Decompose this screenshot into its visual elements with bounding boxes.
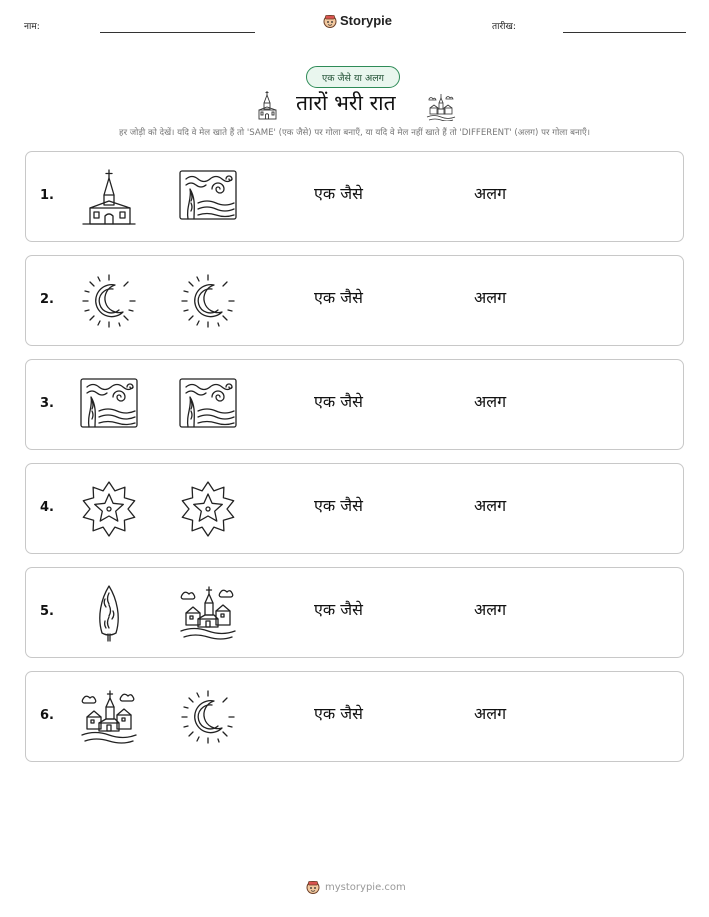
question-row-1 [25, 151, 684, 242]
same-option[interactable]: एक जैसे [314, 496, 363, 515]
cypress-tree-icon [79, 583, 139, 643]
same-option[interactable]: एक जैसे [314, 184, 363, 203]
star-burst-icon [178, 479, 238, 539]
starry-night-icon [79, 375, 139, 435]
name-line[interactable] [100, 32, 255, 33]
question-number: 5. [40, 604, 54, 619]
same-option[interactable]: एक जैसे [314, 288, 363, 307]
brand-name: Storypie [340, 13, 393, 28]
starry-night-icon [178, 375, 238, 435]
different-option[interactable]: अलग [474, 288, 507, 307]
same-option[interactable]: एक जैसे [314, 392, 363, 411]
starry-night-icon [178, 167, 238, 227]
question-row-2 [25, 255, 684, 346]
brand-logo [323, 13, 392, 28]
same-option[interactable]: एक जैसे [314, 704, 363, 723]
different-option[interactable]: अलग [474, 704, 507, 723]
page-title: तारों भरी रात [296, 91, 396, 115]
village-icon [426, 93, 456, 121]
village-icon [178, 583, 238, 643]
question-number: 6. [40, 708, 54, 723]
village-icon [79, 687, 139, 747]
question-number: 1. [40, 188, 54, 203]
question-row-4 [25, 463, 684, 554]
different-option[interactable]: अलग [474, 496, 507, 515]
footer [306, 880, 406, 894]
name-label: नाम: [24, 22, 40, 32]
different-option[interactable]: अलग [474, 184, 507, 203]
instructions-text: हर जोड़ी को देखें। यदि वे मेल खाते हैं तो 'SAME' (एक जैसे) पर गोला बनाएँ, या यदि वे मेल नहीं खाते हैं तो 'DIFFERENT' (अलग) पर गोला बनाएँ। [119, 128, 590, 138]
different-option[interactable]: अलग [474, 392, 507, 411]
question-number: 4. [40, 500, 54, 515]
star-burst-icon [79, 479, 139, 539]
crescent-moon-icon [79, 271, 139, 331]
crescent-moon-icon [178, 271, 238, 331]
question-number: 3. [40, 396, 54, 411]
church-icon [79, 167, 139, 227]
storypie-mascot-icon [323, 14, 337, 28]
question-number: 2. [40, 292, 54, 307]
different-option[interactable]: अलग [474, 600, 507, 619]
crescent-moon-icon [178, 687, 238, 747]
question-row-3 [25, 359, 684, 450]
footer-website: mystorypie.com [325, 881, 406, 893]
storypie-mascot-icon [306, 880, 320, 894]
date-label: तारीख: [492, 22, 516, 32]
question-row-5 [25, 567, 684, 658]
date-line[interactable] [563, 32, 686, 33]
activity-type-badge: एक जैसे या अलग [306, 66, 400, 88]
same-option[interactable]: एक जैसे [314, 600, 363, 619]
question-row-6 [25, 671, 684, 762]
church-icon [256, 90, 278, 120]
